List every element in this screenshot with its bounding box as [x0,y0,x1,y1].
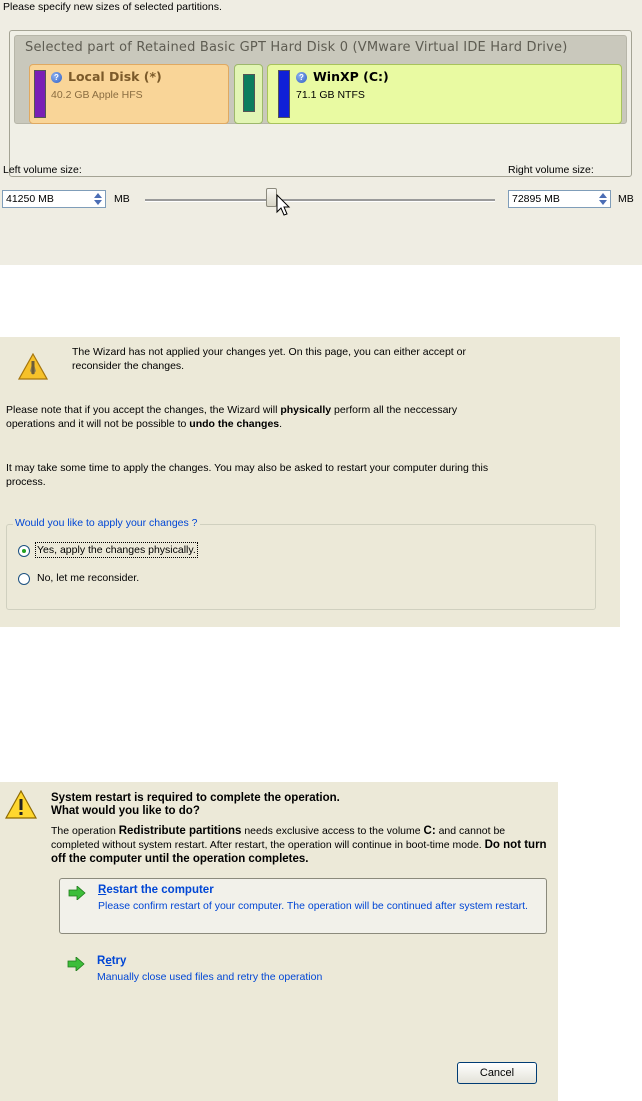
apply-changes-panel [0,337,620,627]
volume-slider-track[interactable] [145,199,495,202]
radio-no[interactable] [18,573,30,585]
restart-accelerator: R [98,884,107,896]
left-unit-label: MB [114,193,130,205]
radio-yes[interactable] [18,545,30,557]
note-bold-undo: undo the changes [189,418,280,430]
partition-name: WinXP (C:) [313,69,389,84]
restart-heading [51,792,340,818]
disk-header [14,35,627,124]
spinner-arrows-icon[interactable] [598,193,608,205]
spinner-arrows-icon[interactable] [93,193,103,205]
note-bold-physically: physically [280,404,332,416]
left-volume-value: 41250 MB [6,193,54,205]
partition-name: Local Disk (*) [68,69,162,84]
volume-name: C: [423,825,436,837]
retry-title-text: try [111,955,127,967]
group-label: Would you like to apply your changes ? [15,517,198,529]
partition-color-bar [34,70,46,118]
option-yes-label[interactable]: Yes, apply the changes physically. [37,544,196,556]
right-unit-label: MB [618,193,634,205]
right-volume-value: 72895 MB [512,193,560,205]
note-line1 [6,403,457,417]
left-volume-label: Left volume size: [3,164,82,176]
restart-computer-option[interactable] [59,878,547,934]
warning-icon [5,790,37,820]
cancel-button[interactable]: Cancel [457,1062,537,1084]
retry-title [97,955,126,967]
partition-unlabeled[interactable] [234,64,263,124]
green-arrow-icon [68,886,86,900]
partition-size: 40.2 GB Apple HFS [51,89,143,101]
warning-text-line1: The Wizard has not applied your changes yet. On this page, you can either accept or [72,346,466,358]
restart-title-text: estart the computer [106,884,214,896]
heading-line2: What would you like to do? [51,805,200,817]
restart-body-text [51,824,551,866]
warning-icon [18,353,48,381]
partition-color-bar [243,74,255,112]
body-text: and cannot be completed without system restart. After restart, the operation will continue in boot-time mode. [51,825,506,851]
green-arrow-icon [67,957,85,971]
time-line1: It may take some time to apply the changes. You may also be asked to restart your computer during this [6,462,489,474]
left-volume-size-input[interactable] [2,190,106,208]
apply-changes-group [6,517,596,610]
disk-title: Selected part of Retained Basic GPT Hard Disk 0 (VMware Virtual IDE Hard Drive) [25,40,568,55]
mouse-cursor-icon [276,194,292,218]
do-not-turn-off-warning: Do not turn off the computer until the operation completes. [51,839,547,865]
restart-computer-desc: Please confirm restart of your computer. The operation will be continued after system restart. [98,900,528,912]
option-no-label[interactable]: No, let me reconsider. [37,572,140,584]
time-line2: process. [6,476,46,488]
resize-partitions-panel [0,0,642,265]
partition-color-bar [278,70,290,118]
right-volume-size-input[interactable] [508,190,611,208]
instruction-text: Please specify new sizes of selected partitions. [3,1,222,13]
retry-desc: Manually close used files and retry the operation [97,971,323,983]
retry-option[interactable] [59,950,547,994]
restart-required-panel [0,782,558,1101]
body-text: needs exclusive access to the volume [241,825,424,837]
right-volume-label: Right volume size: [508,164,594,176]
warning-text-line2: reconsider the changes. [72,360,185,372]
partition-winxp[interactable] [267,64,622,124]
note-text: operations and it will not be possible to [6,418,190,430]
body-text: The operation [51,825,119,837]
question-icon: ? [296,72,307,83]
retry-accelerator: e [105,955,112,967]
disk-map-box [9,30,632,177]
partition-local-disk[interactable] [29,64,229,124]
retry-title-text: R [97,955,106,967]
partition-size: 71.1 GB NTFS [296,89,365,101]
note-text: perform all the neccessary [331,404,458,416]
operation-name: Redistribute partitions [118,825,242,837]
note-text: . [279,418,283,430]
question-icon: ? [51,72,62,83]
note-text: Please note that if you accept the changes, the Wizard will [6,404,281,416]
heading-line1: System restart is required to complete the operation. [51,792,340,804]
restart-computer-title [98,884,214,896]
note-line2 [6,417,282,431]
